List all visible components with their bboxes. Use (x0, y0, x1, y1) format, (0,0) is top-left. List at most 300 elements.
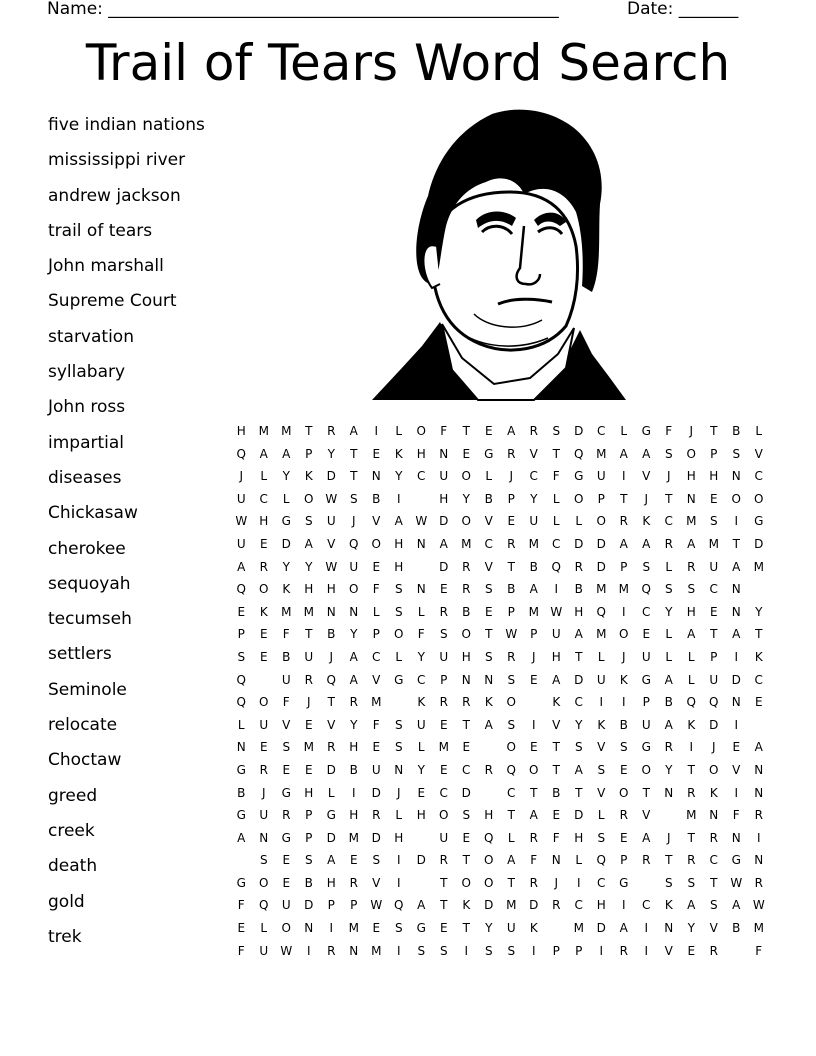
grid-cell[interactable]: L (395, 424, 403, 438)
grid-cell[interactable]: D (529, 898, 539, 913)
grid-cell[interactable]: C (754, 469, 763, 484)
grid-cell[interactable]: N (664, 921, 674, 936)
grid-cell[interactable]: T (530, 785, 538, 800)
grid-cell[interactable]: C (664, 514, 673, 529)
grid-cell[interactable]: D (326, 830, 336, 845)
grid-cell[interactable]: N (326, 604, 336, 619)
grid-cell[interactable]: N (754, 785, 764, 800)
grid-cell[interactable]: R (709, 943, 718, 958)
grid-cell[interactable]: R (462, 559, 471, 574)
grid-cell[interactable]: N (394, 762, 404, 777)
grid-cell[interactable]: E (439, 717, 448, 732)
grid-cell[interactable]: V (372, 672, 381, 687)
grid-cell[interactable]: S (394, 604, 403, 619)
grid-cell[interactable]: E (439, 582, 448, 597)
grid-cell[interactable] (410, 827, 433, 850)
grid-cell[interactable]: N (461, 672, 471, 687)
grid-cell[interactable]: R (664, 740, 673, 755)
grid-cell[interactable]: A (439, 536, 448, 551)
grid-cell[interactable]: L (485, 469, 493, 484)
grid-cell[interactable]: T (440, 875, 448, 890)
grid-cell[interactable]: U (709, 559, 719, 574)
grid-cell[interactable]: E (462, 740, 471, 755)
grid-cell[interactable]: I (374, 424, 379, 438)
grid-cell[interactable]: H (686, 469, 696, 484)
grid-cell[interactable]: F (237, 898, 245, 913)
grid-cell[interactable]: R (327, 740, 336, 755)
grid-cell[interactable]: S (282, 740, 291, 755)
grid-cell[interactable]: J (261, 785, 266, 800)
grid-cell[interactable]: M (573, 921, 584, 936)
grid-cell[interactable]: E (237, 604, 246, 619)
grid-cell[interactable]: D (484, 898, 494, 913)
grid-cell[interactable]: U (281, 672, 291, 687)
grid-cell[interactable]: T (687, 762, 695, 777)
grid-cell[interactable]: F (732, 808, 740, 823)
grid-cell[interactable]: H (326, 582, 336, 597)
grid-cell[interactable]: A (237, 830, 246, 845)
grid-cell[interactable]: G (281, 514, 291, 529)
grid-cell[interactable]: M (596, 582, 607, 597)
grid-cell[interactable]: U (236, 491, 246, 506)
grid-cell[interactable]: E (484, 604, 493, 619)
grid-cell[interactable]: A (664, 717, 673, 732)
grid-cell[interactable]: N (416, 536, 426, 551)
grid-cell[interactable]: O (619, 627, 629, 642)
grid-cell[interactable]: N (416, 582, 426, 597)
grid-cell[interactable]: W (505, 627, 518, 642)
grid-cell[interactable]: L (260, 469, 268, 484)
grid-cell[interactable]: Q (596, 853, 606, 868)
grid-cell[interactable]: O (506, 695, 516, 710)
grid-cell[interactable]: R (687, 559, 696, 574)
grid-cell[interactable]: L (372, 604, 380, 619)
grid-cell[interactable]: Q (709, 695, 719, 710)
grid-cell[interactable]: N (731, 469, 741, 484)
grid-cell[interactable]: R (462, 695, 471, 710)
grid-cell[interactable]: J (351, 514, 356, 529)
grid-cell[interactable]: O (686, 446, 696, 461)
grid-cell[interactable]: E (439, 921, 448, 936)
grid-cell[interactable]: U (709, 672, 719, 687)
grid-cell[interactable]: P (620, 853, 628, 868)
grid-cell[interactable]: U (281, 898, 291, 913)
grid-cell[interactable]: M (596, 627, 607, 642)
grid-cell[interactable]: G (641, 672, 651, 687)
grid-cell[interactable]: F (552, 830, 560, 845)
grid-cell[interactable]: T (665, 491, 673, 506)
grid-cell[interactable]: E (619, 830, 628, 845)
grid-cell[interactable]: T (710, 875, 718, 890)
grid-cell[interactable]: N (439, 446, 449, 461)
grid-cell[interactable]: A (619, 921, 628, 936)
grid-cell[interactable]: B (619, 717, 628, 732)
grid-cell[interactable]: W (752, 898, 765, 913)
grid-cell[interactable]: F (440, 424, 448, 438)
grid-cell[interactable]: D (371, 785, 381, 800)
grid-cell[interactable]: B (574, 582, 583, 597)
grid-cell[interactable]: T (732, 536, 740, 551)
grid-cell[interactable]: U (439, 830, 449, 845)
grid-cell[interactable]: S (687, 582, 696, 597)
grid-cell[interactable]: Y (417, 762, 425, 777)
grid-cell[interactable]: I (734, 785, 739, 800)
grid-cell[interactable]: T (665, 853, 673, 868)
grid-cell[interactable]: S (597, 830, 606, 845)
grid-cell[interactable]: K (529, 921, 538, 936)
grid-cell[interactable]: Q (596, 604, 606, 619)
grid-cell[interactable]: R (439, 853, 448, 868)
grid-cell[interactable]: A (349, 649, 358, 664)
grid-cell[interactable]: R (619, 808, 628, 823)
grid-cell[interactable]: P (597, 491, 605, 506)
grid-cell[interactable]: K (642, 514, 651, 529)
grid-cell[interactable]: D (371, 830, 381, 845)
grid-cell[interactable]: K (597, 717, 606, 732)
grid-cell[interactable]: Y (417, 649, 425, 664)
grid-cell[interactable]: V (327, 717, 336, 732)
grid-cell[interactable]: C (597, 424, 606, 438)
grid-cell[interactable]: R (259, 762, 268, 777)
grid-cell[interactable]: B (664, 695, 673, 710)
grid-cell[interactable]: E (237, 921, 246, 936)
grid-cell[interactable]: P (530, 627, 538, 642)
grid-cell[interactable]: S (372, 853, 381, 868)
grid-cell[interactable]: M (348, 830, 359, 845)
grid-cell[interactable]: D (574, 808, 584, 823)
grid-cell[interactable]: D (461, 785, 471, 800)
grid-cell[interactable]: L (665, 649, 673, 664)
grid-cell[interactable]: H (574, 830, 584, 845)
grid-cell[interactable]: V (484, 514, 493, 529)
grid-cell[interactable]: M (618, 582, 629, 597)
grid-cell[interactable]: A (349, 672, 358, 687)
grid-cell[interactable]: Q (236, 695, 246, 710)
grid-cell[interactable]: G (236, 875, 246, 890)
grid-cell[interactable]: O (506, 740, 516, 755)
grid-cell[interactable]: T (642, 785, 650, 800)
grid-cell[interactable]: U (529, 514, 539, 529)
grid-cell[interactable]: P (327, 898, 335, 913)
grid-cell[interactable]: J (396, 785, 401, 800)
grid-cell[interactable]: V (597, 740, 606, 755)
grid-cell[interactable]: F (237, 943, 245, 958)
grid-cell[interactable]: S (687, 875, 696, 890)
grid-cell[interactable]: I (554, 582, 559, 597)
grid-cell[interactable]: S (709, 514, 718, 529)
grid-cell[interactable]: H (484, 808, 494, 823)
grid-cell[interactable]: O (259, 695, 269, 710)
grid-cell[interactable]: D (416, 853, 426, 868)
grid-cell[interactable]: V (664, 943, 673, 958)
grid-cell[interactable]: T (327, 695, 335, 710)
grid-cell[interactable]: T (462, 853, 470, 868)
grid-cell[interactable]: K (552, 695, 561, 710)
grid-cell[interactable]: M (528, 536, 539, 551)
grid-cell[interactable]: L (327, 785, 335, 800)
grid-cell[interactable]: T (462, 717, 470, 732)
grid-cell[interactable]: J (621, 649, 626, 664)
grid-cell[interactable]: T (507, 808, 515, 823)
grid-cell[interactable]: E (552, 808, 561, 823)
grid-cell[interactable]: N (731, 695, 741, 710)
grid-cell[interactable]: I (329, 921, 334, 936)
grid-cell[interactable]: F (282, 695, 290, 710)
grid-cell[interactable]: E (687, 943, 696, 958)
grid-cell[interactable]: D (281, 536, 291, 551)
grid-cell[interactable]: O (731, 491, 741, 506)
grid-cell[interactable]: O (461, 469, 471, 484)
grid-cell[interactable]: C (507, 785, 516, 800)
grid-cell[interactable]: I (734, 649, 739, 664)
grid-cell[interactable]: O (461, 514, 471, 529)
grid-cell[interactable]: U (416, 717, 426, 732)
grid-cell[interactable]: Y (485, 921, 493, 936)
grid-cell[interactable]: V (552, 717, 561, 732)
grid-cell[interactable]: Y (687, 921, 695, 936)
grid-cell[interactable]: S (664, 875, 673, 890)
grid-cell[interactable]: E (642, 627, 651, 642)
grid-cell[interactable]: Y (350, 717, 358, 732)
grid-cell[interactable]: I (464, 943, 469, 958)
grid-cell[interactable]: P (237, 627, 245, 642)
grid-cell[interactable]: S (507, 672, 516, 687)
grid-cell[interactable]: Q (506, 762, 516, 777)
grid-cell[interactable] (410, 556, 433, 579)
grid-cell[interactable]: L (282, 491, 290, 506)
grid-cell[interactable]: N (731, 582, 741, 597)
grid-cell[interactable]: O (484, 875, 494, 890)
grid-cell[interactable]: I (531, 717, 536, 732)
grid-cell[interactable]: I (734, 717, 739, 732)
grid-cell[interactable]: A (507, 853, 516, 868)
grid-cell[interactable]: W (235, 514, 248, 529)
grid-cell[interactable]: V (327, 536, 336, 551)
grid-cell[interactable]: L (552, 491, 560, 506)
grid-cell[interactable]: S (484, 582, 493, 597)
grid-cell[interactable]: E (259, 649, 268, 664)
grid-cell[interactable]: A (732, 627, 741, 642)
grid-cell[interactable] (545, 917, 568, 940)
grid-cell[interactable]: O (461, 627, 471, 642)
grid-cell[interactable]: U (596, 469, 606, 484)
grid-cell[interactable]: R (507, 446, 516, 461)
grid-cell[interactable]: P (305, 446, 313, 461)
grid-cell[interactable]: T (552, 740, 560, 755)
grid-cell[interactable]: C (484, 536, 493, 551)
grid-cell[interactable]: A (259, 446, 268, 461)
grid-cell[interactable]: Y (530, 491, 538, 506)
grid-cell[interactable]: Y (665, 604, 673, 619)
grid-cell[interactable]: C (709, 853, 718, 868)
grid-cell[interactable]: G (754, 514, 764, 529)
grid-cell[interactable]: O (574, 491, 584, 506)
grid-cell[interactable]: R (282, 808, 291, 823)
grid-cell[interactable]: E (282, 853, 291, 868)
grid-cell[interactable]: M (686, 514, 697, 529)
grid-cell[interactable]: J (689, 424, 694, 438)
grid-cell[interactable]: B (507, 582, 516, 597)
grid-cell[interactable]: G (394, 672, 404, 687)
grid-cell[interactable]: A (529, 582, 538, 597)
grid-cell[interactable]: M (281, 424, 292, 438)
grid-cell[interactable]: K (619, 672, 628, 687)
grid-cell[interactable]: I (621, 604, 626, 619)
grid-cell[interactable]: I (621, 898, 626, 913)
grid-cell[interactable]: T (710, 627, 718, 642)
grid-cell[interactable]: H (596, 898, 606, 913)
grid-cell[interactable]: N (754, 853, 764, 868)
grid-cell[interactable]: E (709, 491, 718, 506)
grid-cell[interactable]: C (754, 672, 763, 687)
grid-cell[interactable]: D (596, 536, 606, 551)
grid-cell[interactable]: G (236, 808, 246, 823)
grid-cell[interactable]: A (664, 672, 673, 687)
grid-cell[interactable]: U (236, 536, 246, 551)
grid-cell[interactable]: R (754, 808, 763, 823)
grid-cell[interactable]: L (665, 627, 673, 642)
grid-cell[interactable]: S (394, 921, 403, 936)
grid-cell[interactable]: E (349, 853, 358, 868)
grid-cell[interactable]: N (349, 943, 359, 958)
grid-cell[interactable]: F (282, 627, 290, 642)
grid-cell[interactable]: I (396, 875, 401, 890)
grid-cell[interactable]: T (305, 627, 313, 642)
grid-cell[interactable]: M (348, 921, 359, 936)
grid-cell[interactable]: K (282, 582, 291, 597)
grid-cell[interactable]: S (237, 649, 246, 664)
grid-cell[interactable]: G (619, 875, 629, 890)
grid-cell[interactable]: U (641, 717, 651, 732)
grid-cell[interactable]: T (507, 559, 515, 574)
grid-cell[interactable]: Y (395, 469, 403, 484)
grid-cell[interactable]: R (462, 582, 471, 597)
grid-cell[interactable]: H (709, 469, 719, 484)
grid-cell[interactable]: W (415, 514, 428, 529)
grid-cell[interactable]: R (327, 943, 336, 958)
grid-cell[interactable]: E (304, 762, 313, 777)
grid-cell[interactable]: A (642, 446, 651, 461)
grid-cell[interactable]: R (664, 536, 673, 551)
grid-cell[interactable]: L (575, 514, 583, 529)
grid-cell[interactable]: O (461, 875, 471, 890)
grid-cell[interactable]: R (619, 943, 628, 958)
grid-cell[interactable]: R (574, 559, 583, 574)
grid-cell[interactable]: R (304, 672, 313, 687)
grid-cell[interactable]: K (462, 898, 471, 913)
grid-cell[interactable]: G (416, 921, 426, 936)
grid-cell[interactable]: O (641, 762, 651, 777)
grid-cell[interactable]: M (371, 695, 382, 710)
grid-cell[interactable]: G (236, 762, 246, 777)
grid-cell[interactable]: M (303, 740, 314, 755)
grid-cell[interactable]: E (529, 740, 538, 755)
grid-cell[interactable]: L (755, 424, 763, 438)
grid-cell[interactable]: E (439, 762, 448, 777)
grid-cell[interactable]: V (372, 514, 381, 529)
grid-cell[interactable]: V (732, 762, 741, 777)
grid-cell[interactable]: G (574, 469, 584, 484)
grid-cell[interactable]: R (259, 559, 268, 574)
grid-cell[interactable] (410, 872, 433, 895)
grid-cell[interactable]: K (754, 649, 763, 664)
grid-cell[interactable]: Q (236, 582, 246, 597)
grid-cell[interactable]: Q (349, 536, 359, 551)
grid-cell[interactable]: A (327, 853, 336, 868)
grid-cell[interactable]: R (439, 695, 448, 710)
grid-cell[interactable]: O (619, 785, 629, 800)
grid-cell[interactable]: N (731, 830, 741, 845)
grid-cell[interactable]: O (281, 921, 291, 936)
grid-cell[interactable]: S (259, 853, 268, 868)
grid-cell[interactable]: V (754, 446, 763, 461)
grid-cell[interactable]: A (732, 898, 741, 913)
grid-cell[interactable]: B (732, 921, 741, 936)
grid-cell[interactable]: A (304, 536, 313, 551)
grid-cell[interactable]: R (754, 875, 763, 890)
grid-cell[interactable]: F (372, 582, 380, 597)
grid-cell[interactable]: H (686, 604, 696, 619)
grid-cell[interactable]: B (282, 649, 291, 664)
grid-cell[interactable]: V (709, 921, 718, 936)
grid-cell[interactable]: L (620, 424, 628, 438)
grid-cell[interactable]: Y (575, 717, 583, 732)
grid-cell[interactable]: L (395, 808, 403, 823)
grid-cell[interactable]: P (305, 808, 313, 823)
grid-cell[interactable]: I (689, 740, 694, 755)
grid-cell[interactable]: M (461, 536, 472, 551)
grid-cell[interactable] (523, 691, 546, 714)
grid-cell[interactable]: E (462, 446, 471, 461)
grid-cell[interactable]: R (687, 785, 696, 800)
grid-cell[interactable]: O (394, 627, 404, 642)
grid-cell[interactable]: S (394, 717, 403, 732)
grid-cell[interactable]: C (709, 582, 718, 597)
grid-cell[interactable]: P (552, 943, 560, 958)
grid-cell[interactable]: C (417, 672, 426, 687)
grid-cell[interactable]: C (439, 785, 448, 800)
grid-cell[interactable]: J (666, 830, 671, 845)
grid-cell[interactable]: U (439, 649, 449, 664)
grid-cell[interactable]: E (282, 875, 291, 890)
grid-cell[interactable]: T (485, 627, 493, 642)
grid-cell[interactable]: A (754, 740, 763, 755)
grid-cell[interactable]: K (664, 898, 673, 913)
grid-cell[interactable]: P (305, 830, 313, 845)
grid-cell[interactable]: U (326, 514, 336, 529)
grid-cell[interactable]: K (417, 695, 426, 710)
grid-cell[interactable]: N (304, 921, 314, 936)
grid-cell[interactable]: R (507, 536, 516, 551)
grid-cell[interactable]: Y (462, 491, 470, 506)
grid-cell[interactable]: M (753, 921, 764, 936)
grid-cell[interactable]: I (599, 695, 604, 710)
grid-cell[interactable]: A (574, 762, 583, 777)
grid-cell[interactable]: R (619, 514, 628, 529)
grid-cell[interactable]: T (350, 446, 358, 461)
grid-cell[interactable] (748, 578, 771, 601)
grid-cell[interactable]: U (506, 921, 516, 936)
grid-cell[interactable]: C (574, 695, 583, 710)
grid-cell[interactable]: I (396, 491, 401, 506)
grid-cell[interactable]: Q (686, 695, 696, 710)
grid-cell[interactable]: O (596, 514, 606, 529)
grid-cell[interactable]: J (329, 649, 334, 664)
grid-cell[interactable]: O (709, 762, 719, 777)
grid-cell[interactable]: R (687, 853, 696, 868)
grid-cell[interactable]: D (326, 469, 336, 484)
grid-cell[interactable]: Q (551, 559, 561, 574)
